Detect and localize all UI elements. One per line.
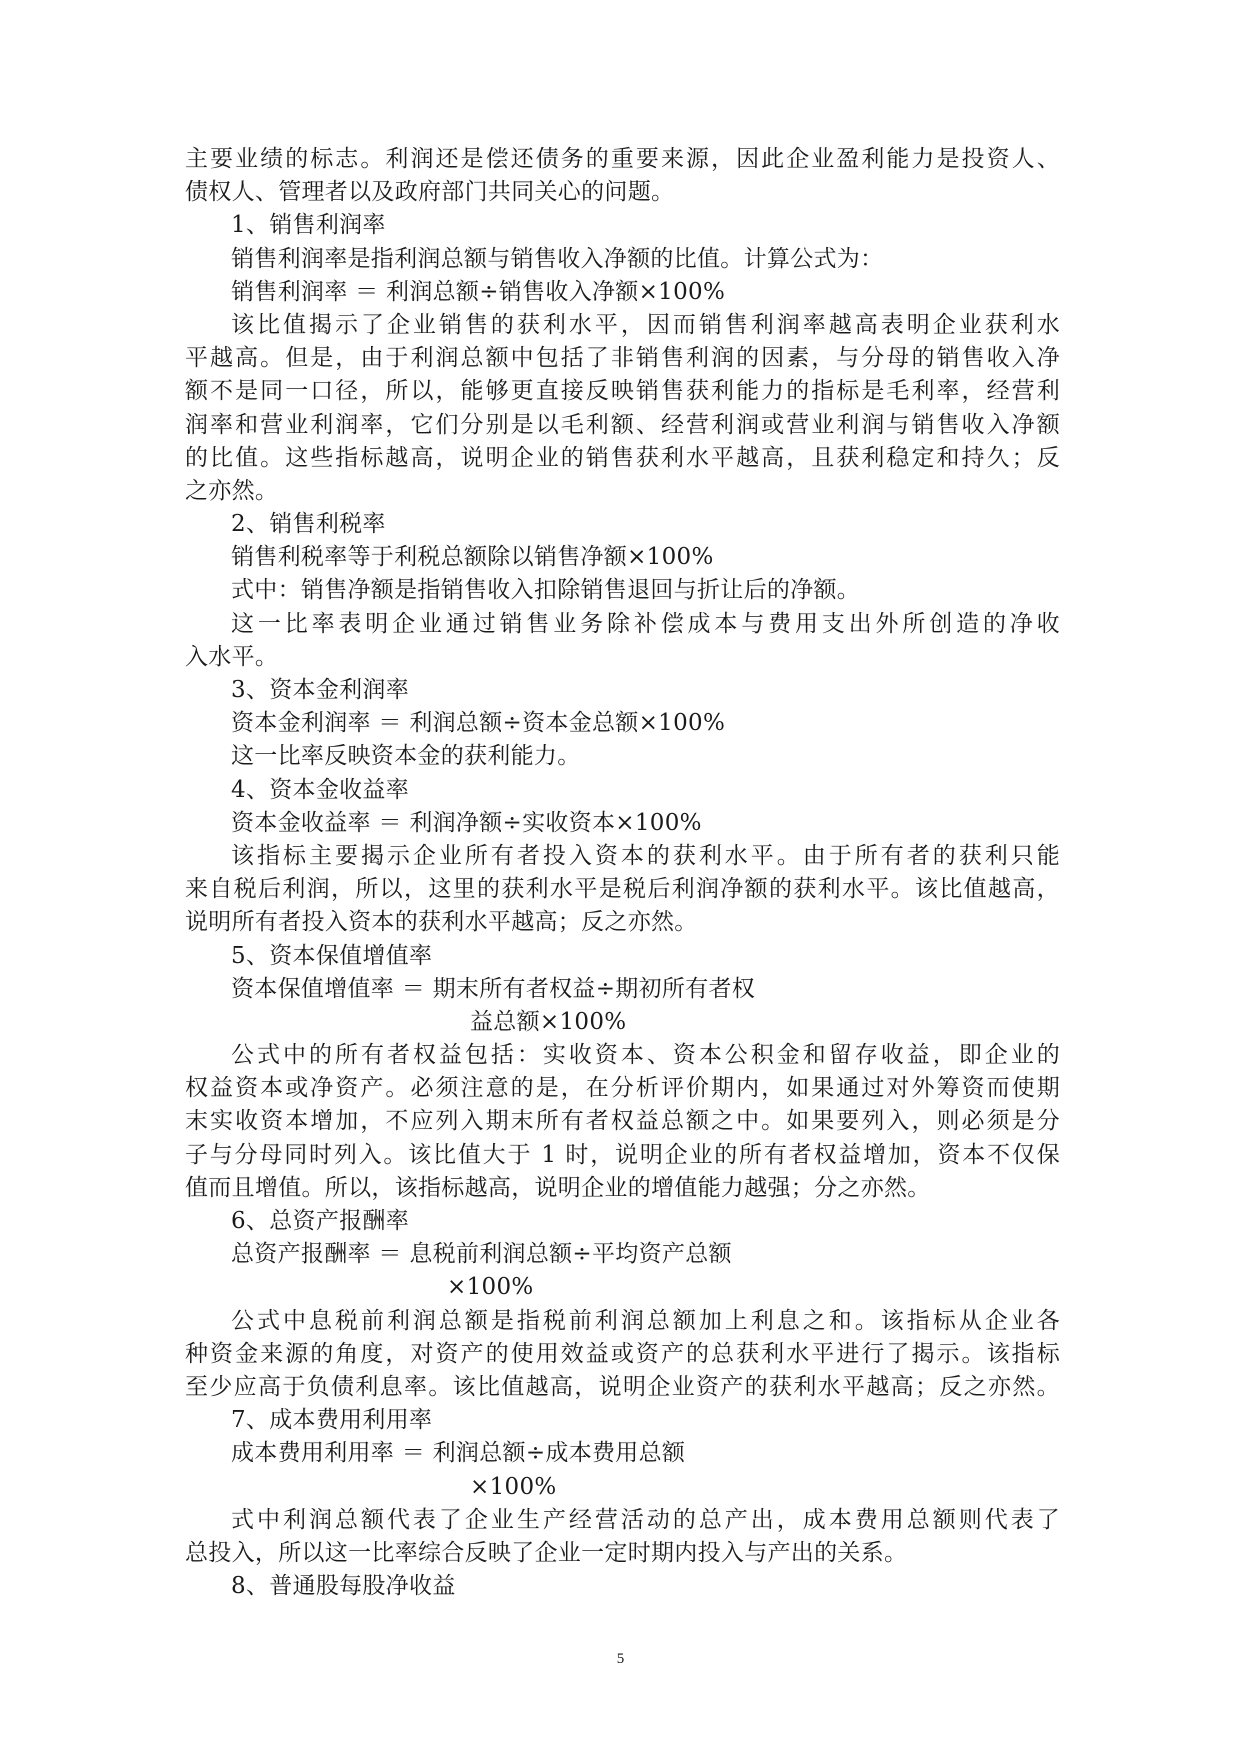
section-heading: 6、总资产报酬率 bbox=[231, 1208, 410, 1234]
formula-line: 成本费用利用率 ＝ 利润总额÷成本费用总额 bbox=[231, 1440, 686, 1467]
paragraph-line: 债权人、管理者以及政府部门共同关心的问题。 bbox=[185, 179, 675, 206]
formula-continuation: ×100% bbox=[470, 1473, 557, 1500]
paragraph-line: 该比值揭示了企业销售的获利水平，因而销售利润率越高表明企业获利水 bbox=[231, 311, 1060, 338]
formula-continuation: 益总额×100% bbox=[470, 1008, 627, 1035]
formula-line: 资本金收益率 ＝ 利润净额÷实收资本×100% bbox=[231, 809, 702, 836]
document-body bbox=[185, 143, 1060, 1603]
paragraph-line: 来自税后利润，所以，这里的获利水平是税后利润净额的获利水平。该比值越高， bbox=[185, 876, 1060, 903]
paragraph-line: 式中利润总额代表了企业生产经营活动的总产出，成本费用总额则代表了 bbox=[231, 1506, 1060, 1533]
section-heading: 3、资本金利润率 bbox=[231, 677, 410, 703]
formula-continuation: ×100% bbox=[447, 1274, 534, 1301]
formula-line: 销售利税率等于利税总额除以销售净额×100% bbox=[231, 544, 714, 571]
paragraph-line: 总投入，所以这一比率综合反映了企业一定时期内投入与产出的关系。 bbox=[185, 1539, 908, 1566]
formula-line: 总资产报酬率 ＝ 息税前利润总额÷平均资产总额 bbox=[231, 1241, 732, 1268]
paragraph-line: 额不是同一口径，所以，能够更直接反映销售获利能力的指标是毛利率，经营利 bbox=[185, 378, 1060, 405]
paragraph-line: 平越高。但是，由于利润总额中包括了非销售利润的因素，与分母的销售收入净 bbox=[185, 345, 1060, 372]
paragraph-line: 该指标主要揭示企业所有者投入资本的获利水平。由于所有者的获利只能 bbox=[231, 842, 1060, 869]
formula-line: 资本保值增值率 ＝ 期末所有者权益÷期初所有者权 bbox=[231, 975, 756, 1002]
formula-line: 销售利润率 ＝ 利润总额÷销售收入净额×100% bbox=[231, 278, 726, 305]
paragraph-line: 子与分母同时列入。该比值大于 1 时，说明企业的所有者权益增加，资本不仅保 bbox=[185, 1141, 1060, 1168]
section-heading: 5、资本保值增值率 bbox=[231, 942, 433, 969]
paragraph-line: 末实收资本增加，不应列入期末所有者权益总额之中。如果要列入，则必须是分 bbox=[185, 1108, 1060, 1135]
paragraph-line: 种资金来源的角度，对资产的使用效益或资产的总获利水平进行了揭示。该指标 bbox=[185, 1340, 1060, 1367]
paragraph-line: 之亦然。 bbox=[185, 477, 279, 504]
paragraph-line: 的比值。这些指标越高，说明企业的销售获利水平越高，且获利稳定和持久；反 bbox=[185, 444, 1060, 471]
paragraph-line: 入水平。 bbox=[185, 643, 279, 670]
paragraph-line: 说明所有者投入资本的获利水平越高；反之亦然。 bbox=[185, 909, 698, 936]
section-heading: 7、成本费用利用率 bbox=[231, 1407, 433, 1434]
section-heading: 2、销售利税率 bbox=[231, 511, 386, 538]
section-heading: 8、普通股每股净收益 bbox=[231, 1573, 456, 1600]
paragraph-line: 这一比率反映资本金的获利能力。 bbox=[231, 743, 581, 770]
paragraph-line: 公式中息税前利润总额是指税前利润总额加上利息之和。该指标从企业各 bbox=[231, 1307, 1060, 1334]
paragraph-line: 润率和营业利润率，它们分别是以毛利额、经营利润或营业利润与销售收入净额 bbox=[185, 411, 1060, 438]
paragraph-line: 至少应高于负债利息率。该比值越高，说明企业资产的获利水平越高；反之亦然。 bbox=[185, 1373, 1060, 1400]
paragraph-line: 这一比率表明企业通过销售业务除补偿成本与费用支出外所创造的净收 bbox=[231, 610, 1060, 637]
paragraph-line: 销售利润率是指利润总额与销售收入净额的比值。计算公式为： bbox=[231, 245, 884, 272]
page-number: 5 bbox=[616, 1651, 625, 1667]
paragraph-line: 式中：销售净额是指销售收入扣除销售退回与折让后的净额。 bbox=[231, 577, 861, 604]
paragraph-line: 权益资本或净资产。必须注意的是，在分析评价期内，如果通过对外筹资而使期 bbox=[185, 1075, 1060, 1102]
paragraph-line: 公式中的所有者权益包括：实收资本、资本公积金和留存收益，即企业的 bbox=[231, 1042, 1060, 1069]
formula-line: 资本金利润率 ＝ 利润总额÷资本金总额×100% bbox=[231, 710, 726, 737]
paragraph-line: 主要业绩的标志。利润还是偿还债务的重要来源，因此企业盈利能力是投资人、 bbox=[185, 146, 1060, 172]
section-heading: 4、资本金收益率 bbox=[231, 776, 410, 803]
paragraph-line: 值而且增值。所以，该指标越高，说明企业的增值能力越强；分之亦然。 bbox=[185, 1174, 931, 1201]
section-heading: 1、销售利润率 bbox=[231, 212, 386, 239]
